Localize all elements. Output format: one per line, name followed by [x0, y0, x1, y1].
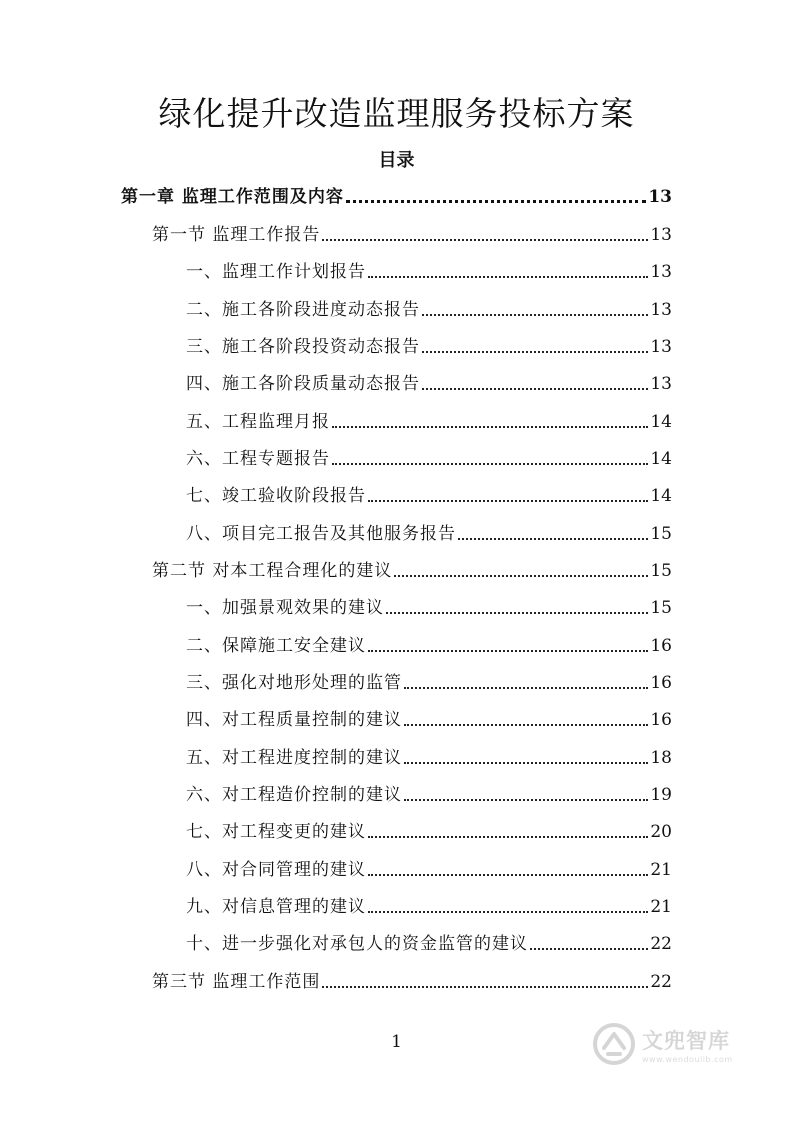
- toc-entry-label: 八、对合同管理的建议: [186, 860, 366, 880]
- toc-entry-page: 18: [650, 748, 672, 768]
- toc-entry-page: 16: [650, 636, 672, 656]
- toc-entry-label: 六、工程专题报告: [186, 449, 330, 469]
- dot-leader: [458, 537, 648, 540]
- toc-entry-page: 13: [650, 262, 672, 282]
- toc-entry-label: 五、对工程进度控制的建议: [186, 748, 402, 768]
- dot-leader: [346, 199, 646, 203]
- watermark: [592, 1016, 752, 1072]
- toc-entry-item[interactable]: [186, 741, 672, 769]
- toc-entry-label: 六、对工程造价控制的建议: [186, 785, 402, 805]
- toc-entry-chapter-1[interactable]: [121, 180, 672, 208]
- toc-entry-page: 14: [650, 449, 672, 469]
- document-title: 绿化提升改造监理服务投标方案: [158, 94, 635, 133]
- dot-leader: [404, 798, 648, 801]
- toc-entry-item[interactable]: [186, 853, 672, 881]
- toc-entry-page: 16: [650, 710, 672, 730]
- dot-leader: [422, 350, 648, 353]
- toc-entry-item[interactable]: [186, 778, 672, 806]
- toc-entry-page: 14: [650, 486, 672, 506]
- toc-entry-page: 15: [650, 561, 672, 581]
- dot-leader: [368, 275, 648, 278]
- toc-entry-section-1[interactable]: [152, 218, 672, 246]
- dot-leader: [530, 947, 648, 950]
- toc-entry-label: 三、施工各阶段投资动态报告: [186, 337, 420, 357]
- dot-leader: [332, 462, 648, 465]
- toc-entry-item[interactable]: [186, 293, 672, 321]
- toc-entry-item[interactable]: [186, 591, 672, 619]
- toc-entry-label: 四、施工各阶段质量动态报告: [186, 374, 420, 394]
- toc-entry-page: 13: [650, 337, 672, 357]
- toc-entry-label: 十、进一步强化对承包人的资金监管的建议: [186, 934, 528, 954]
- toc-entry-label: 第三节 监理工作范围: [152, 972, 321, 992]
- toc-entry-page: 22: [650, 934, 672, 954]
- toc-entry-page: 20: [650, 822, 672, 842]
- toc-entry-page: 13: [650, 374, 672, 394]
- toc-entry-item[interactable]: [186, 442, 672, 470]
- toc-entry-page: 21: [650, 860, 672, 880]
- toc-entry-item[interactable]: [186, 479, 672, 507]
- toc-entry-label: 第二节 对本工程合理化的建议: [152, 561, 393, 581]
- toc-entry-page: 13: [650, 225, 672, 245]
- toc-entry-label: 七、对工程变更的建议: [186, 822, 366, 842]
- dot-leader: [368, 873, 648, 876]
- dot-leader: [368, 499, 648, 502]
- toc-entry-item[interactable]: [186, 330, 672, 358]
- dot-leader: [322, 238, 648, 241]
- toc-entry-item[interactable]: [186, 815, 672, 843]
- dot-leader: [422, 387, 648, 390]
- toc-entry-page: 15: [650, 598, 672, 618]
- watermark-logo-icon: [592, 1022, 636, 1066]
- toc-entry-label: 二、保障施工安全建议: [186, 636, 366, 656]
- toc-entry-label: 九、对信息管理的建议: [186, 897, 366, 917]
- toc-heading: 目录: [378, 150, 415, 171]
- toc-entry-label: 三、强化对地形处理的监管: [186, 673, 402, 693]
- toc-entry-page: 16: [650, 673, 672, 693]
- toc-entry-label: 五、工程监理月报: [186, 412, 330, 432]
- toc-entry-item[interactable]: [186, 517, 672, 545]
- toc-entry-item[interactable]: [186, 367, 672, 395]
- toc-entry-label: 八、项目完工报告及其他服务报告: [186, 524, 456, 544]
- toc-entry-section-2[interactable]: [152, 554, 672, 582]
- dot-leader: [332, 425, 648, 428]
- toc-entry-page: 19: [650, 785, 672, 805]
- toc-entry-label: 二、施工各阶段进度动态报告: [186, 300, 420, 320]
- dot-leader: [394, 574, 648, 577]
- toc-entry-label: 一、加强景观效果的建议: [186, 598, 384, 618]
- toc-entry-section-3[interactable]: [152, 965, 672, 993]
- toc-entry-item[interactable]: [186, 703, 672, 731]
- toc-entry-label: 第一节 监理工作报告: [152, 225, 321, 245]
- toc-entry-item[interactable]: [186, 666, 672, 694]
- toc-entry-page: 21: [650, 897, 672, 917]
- toc-entry-label: 第一章 监理工作范围及内容: [121, 187, 344, 207]
- dot-leader: [404, 761, 648, 764]
- toc-entry-page: 13: [648, 187, 672, 207]
- dot-leader: [368, 835, 648, 838]
- page-number: 1: [391, 1032, 402, 1052]
- dot-leader: [368, 649, 648, 652]
- toc-entry-page: 22: [650, 972, 672, 992]
- toc-entry-page: 13: [650, 300, 672, 320]
- toc-entry-item[interactable]: [186, 405, 672, 433]
- toc-entry-label: 四、对工程质量控制的建议: [186, 710, 402, 730]
- dot-leader: [368, 910, 648, 913]
- toc-entry-page: 14: [650, 412, 672, 432]
- dot-leader: [322, 985, 648, 988]
- dot-leader: [386, 611, 648, 614]
- toc-entry-page: 15: [650, 524, 672, 544]
- toc-entry-label: 一、监理工作计划报告: [186, 262, 366, 282]
- dot-leader: [404, 723, 648, 726]
- toc-entry-item[interactable]: [186, 629, 672, 657]
- toc-entry-item[interactable]: [186, 890, 672, 918]
- watermark-text: [642, 1025, 733, 1064]
- watermark-name: 文兜智库: [642, 1028, 730, 1053]
- toc-entry-item[interactable]: [186, 927, 672, 955]
- dot-leader: [404, 686, 648, 689]
- dot-leader: [422, 313, 648, 316]
- toc-entry-label: 七、竣工验收阶段报告: [186, 486, 366, 506]
- toc-entry-item[interactable]: [186, 255, 672, 283]
- watermark-url: www.wendoulib.com: [642, 1054, 733, 1064]
